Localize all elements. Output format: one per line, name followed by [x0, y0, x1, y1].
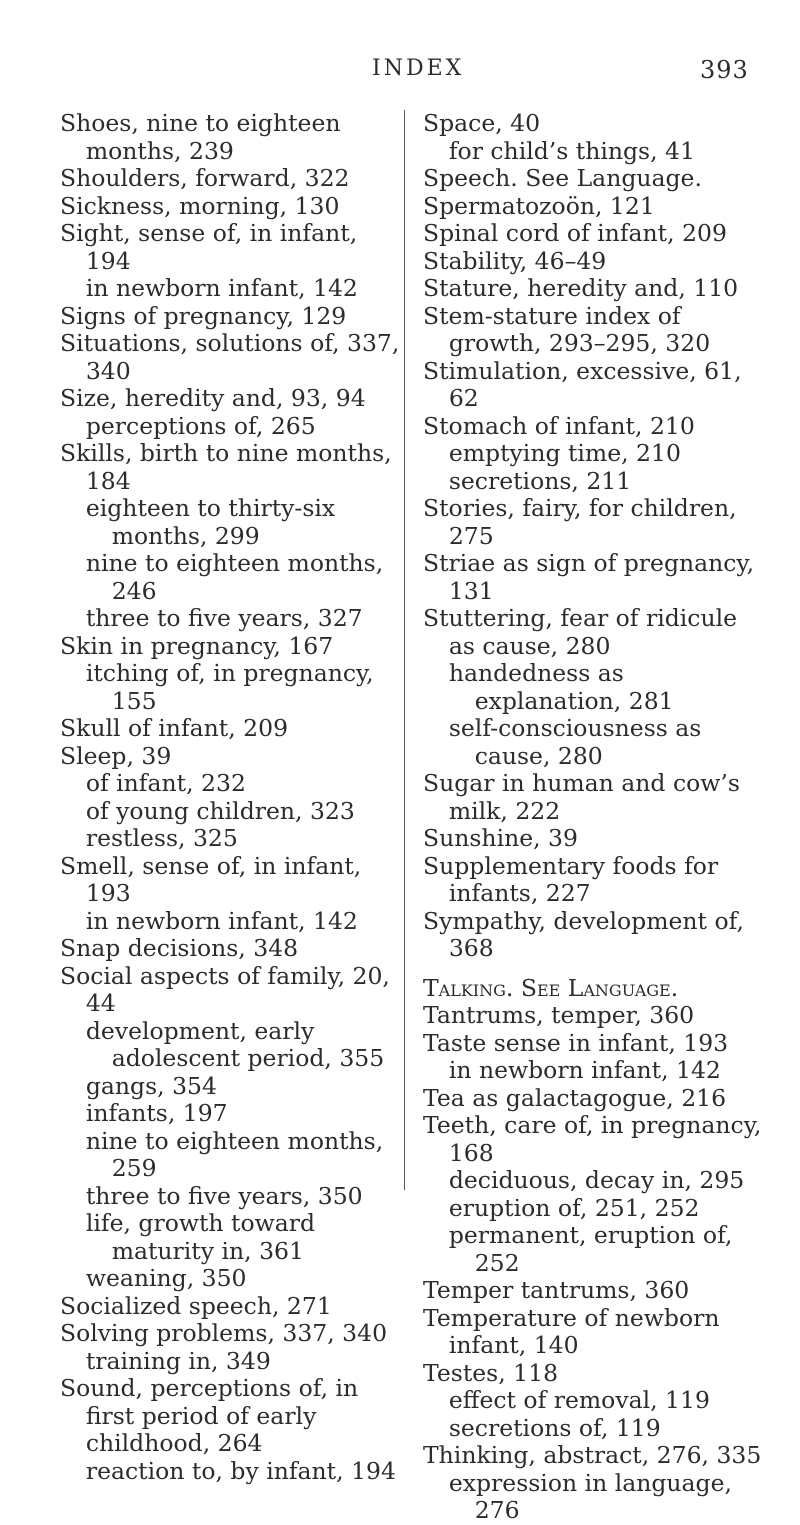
entry-text: Talking. See Language.: [423, 973, 679, 1002]
entry-text: Solving problems, 337, 340: [60, 1319, 388, 1347]
index-entry: [423, 275, 768, 303]
index-entry: [423, 853, 768, 908]
entry-text: Sickness, morning, 130: [60, 191, 340, 220]
entry-text: Space, 40: [423, 109, 541, 137]
index-subentry: [423, 715, 768, 770]
entry-text: Stature, heredity and, 110: [423, 274, 739, 302]
index-subentry: [423, 468, 768, 496]
entry-text: Situations, solutions of, 337, 340: [60, 329, 400, 385]
index-entry: [423, 1002, 768, 1030]
index-entry: [423, 1030, 768, 1058]
index-subentry: [60, 1458, 405, 1486]
subentry-text: handedness as explanation, 281: [448, 659, 674, 715]
index-entry: [423, 908, 768, 963]
subentry-text: of young children, 323: [85, 796, 355, 825]
entry-text: Taste sense in infant, 193: [423, 1028, 729, 1057]
entry-text: Skull of infant, 209: [60, 714, 289, 742]
subentry-text: three to five years, 350: [85, 1181, 363, 1210]
index-entry: [423, 770, 768, 825]
index-subentry: [423, 138, 768, 166]
subentry-text: secretions of, 119: [448, 1413, 661, 1442]
index-subentry: [60, 1100, 405, 1128]
entry-text: Size, heredity and, 93, 94: [60, 384, 366, 412]
index-subentry: [60, 1073, 405, 1101]
subentry-text: in newborn infant, 142: [448, 1056, 721, 1084]
index-subentry: [60, 1265, 405, 1293]
index-column-left: [60, 110, 405, 1485]
index-entry: [60, 440, 405, 495]
entry-text: Sound, perceptions of, in first period of early childhood, 264: [60, 1374, 359, 1457]
index-subentry: [60, 495, 405, 550]
subentry-text: secretions, 211: [448, 466, 632, 495]
entry-text: Stories, fairy, for children, 275: [423, 494, 737, 550]
subentry-text: in newborn infant, 142: [85, 274, 358, 302]
index-subentry: [423, 1470, 768, 1525]
index-entry: [60, 743, 405, 771]
index-subentry: [60, 825, 405, 853]
subentry-text: itching of, in pregnancy, 155: [85, 659, 374, 715]
entry-text: Smell, sense of, in infant, 193: [60, 851, 362, 907]
index-subentry: [423, 1222, 768, 1277]
entry-text: Tea as galactagogue, 216: [423, 1083, 727, 1112]
index-entry: [423, 413, 768, 441]
index-entry: [60, 935, 405, 963]
entry-text: Temperature of newborn infant, 140: [423, 1303, 720, 1359]
index-entry: [60, 1375, 405, 1458]
entry-text: Thinking, abstract, 276, 335: [423, 1441, 762, 1469]
entry-text: Sympathy, development of, 368: [423, 906, 744, 962]
index-entry: [423, 110, 768, 138]
subentry-text: eruption of, 251, 252: [448, 1193, 700, 1222]
entry-text: Teeth, care of, in pregnancy, 168: [423, 1111, 762, 1167]
subentry-text: reaction to, by infant, 194: [85, 1456, 396, 1485]
index-entry: [423, 303, 768, 358]
entry-text: Skin in pregnancy, 167: [60, 631, 334, 660]
entry-text: Shoes, nine to eighteen months, 239: [60, 109, 341, 165]
entry-text: Sugar in human and cow’s milk, 222: [423, 769, 740, 825]
index-entry: [423, 550, 768, 605]
index-entry: [60, 963, 405, 1018]
entry-text: Sunshine, 39: [423, 824, 578, 852]
index-subentry: [60, 770, 405, 798]
index-entry: [423, 1442, 768, 1470]
subentry-text: eighteen to thirty-six months, 299: [85, 494, 336, 550]
entry-text: Socialized speech, 271: [60, 1291, 332, 1320]
index-subentry: [60, 1018, 405, 1073]
subentry-text: three to five years, 327: [85, 604, 363, 632]
index-entry: [60, 110, 405, 165]
index-subentry: [423, 1057, 768, 1085]
index-subentry: [423, 1167, 768, 1195]
entry-text: Tantrums, temper, 360: [423, 1001, 695, 1029]
index-subentry: [60, 1210, 405, 1265]
entry-text: Stomach of infant, 210: [423, 411, 695, 440]
index-entry: [423, 975, 768, 1003]
subentry-text: in newborn infant, 142: [85, 906, 358, 935]
entry-text: Spinal cord of infant, 209: [423, 219, 727, 247]
index-subentry: [60, 908, 405, 936]
subentry-text: effect of removal, 119: [448, 1386, 710, 1414]
index-subentry: [423, 660, 768, 715]
index-entry: [60, 633, 405, 661]
index-column-right: [423, 110, 768, 1525]
index-entry: [60, 853, 405, 908]
index-subentry: [60, 660, 405, 715]
index-subentry: [60, 275, 405, 303]
subentry-text: for child’s things, 41: [448, 136, 695, 165]
page-number: 393: [700, 56, 749, 84]
subentry-text: deciduous, decay in, 295: [448, 1166, 745, 1194]
subentry-text: expression in language, 276: [448, 1468, 732, 1524]
index-entry: [60, 715, 405, 743]
entry-text: Sleep, 39: [60, 741, 172, 770]
entry-text: Supplementary foods for infants, 227: [423, 851, 719, 907]
entry-text: Stability, 46–49: [423, 246, 607, 275]
index-entry: [423, 165, 768, 193]
index-subentry: [60, 1128, 405, 1183]
running-title: INDEX: [372, 56, 465, 81]
index-entry: [423, 248, 768, 276]
index-subentry: [423, 1415, 768, 1443]
subentry-text: perceptions of, 265: [85, 411, 316, 440]
entry-text: Sight, sense of, in infant, 194: [60, 219, 358, 275]
index-entry: [423, 1305, 768, 1360]
index-subentry: [60, 798, 405, 826]
index-entry: [60, 330, 405, 385]
subentry-text: life, growth toward maturity in, 361: [85, 1209, 316, 1265]
index-entry: [60, 385, 405, 413]
index-entry: [60, 220, 405, 275]
subentry-text: development, early adolescent period, 355: [85, 1016, 385, 1072]
index-entry: [423, 1112, 768, 1167]
subentry-text: nine to eighteen months, 246: [85, 549, 384, 605]
index-entry: [60, 1320, 405, 1348]
entry-text: Temper tantrums, 360: [423, 1276, 690, 1304]
index-subentry: [423, 1387, 768, 1415]
index-subentry: [60, 1348, 405, 1376]
index-entry: [423, 495, 768, 550]
entry-text: Skills, birth to nine months, 184: [60, 439, 392, 495]
entry-text: Speech. See Language.: [423, 164, 702, 192]
entry-text: Spermatozoön, 121: [423, 191, 655, 220]
index-subentry: [60, 413, 405, 441]
subentry-text: infants, 197: [85, 1099, 228, 1127]
entry-text: Testes, 118: [423, 1358, 559, 1387]
entry-text: Striae as sign of pregnancy, 131: [423, 549, 755, 605]
entry-text: Stimulation, excessive, 61, 62: [423, 356, 742, 412]
subentry-text: training in, 349: [85, 1346, 271, 1375]
index-entry: [423, 825, 768, 853]
index-subentry: [60, 550, 405, 605]
subentry-text: nine to eighteen months, 259: [85, 1126, 384, 1182]
entry-text: Stem-stature index of growth, 293–295, 320: [423, 301, 711, 357]
entry-text: Snap decisions, 348: [60, 934, 299, 962]
entry-text: Shoulders, forward, 322: [60, 164, 350, 192]
index-entry: [60, 193, 405, 221]
index-entry: [423, 1360, 768, 1388]
subentry-text: weaning, 350: [85, 1264, 247, 1292]
index-entry: [423, 605, 768, 660]
subentry-text: restless, 325: [85, 824, 238, 852]
page-header: [0, 56, 800, 96]
entry-text: Stuttering, fear of ridicule as cause, 280: [423, 604, 738, 660]
subentry-text: self-consciousness as cause, 280: [448, 714, 702, 770]
entry-text: Signs of pregnancy, 129: [60, 301, 347, 330]
index-entry: [423, 1085, 768, 1113]
index-subentry: [60, 605, 405, 633]
index-entry: [423, 193, 768, 221]
subentry-text: gangs, 354: [85, 1071, 217, 1100]
column-divider: [404, 110, 405, 1190]
subentry-text: emptying time, 210: [448, 439, 681, 467]
subentry-text: of infant, 232: [85, 769, 246, 797]
subentry-text: permanent, eruption of, 252: [448, 1221, 733, 1277]
index-entry: [60, 303, 405, 331]
index-entry: [60, 1293, 405, 1321]
index-subentry: [423, 1195, 768, 1223]
index-subentry: [423, 440, 768, 468]
index-subentry: [60, 1183, 405, 1211]
entry-text: Social aspects of family, 20, 44: [60, 961, 390, 1017]
index-entry: [423, 358, 768, 413]
index-entry: [60, 165, 405, 193]
index-entry: [423, 220, 768, 248]
